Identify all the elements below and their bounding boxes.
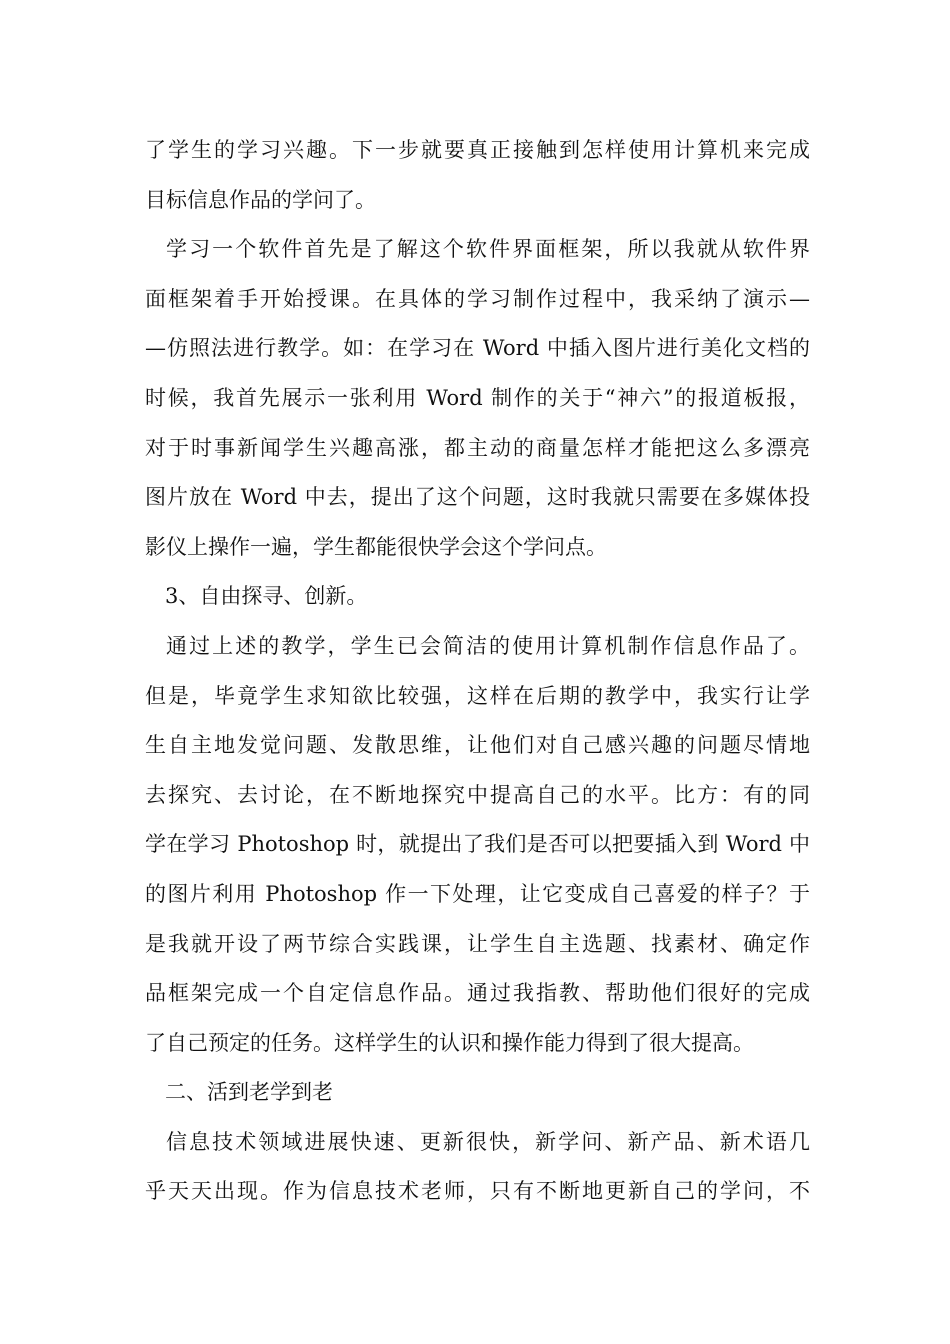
text-line: 学在学习 Photoshop 时，就提出了我们是否可以把要插入到 Word 中 — [145, 832, 810, 857]
text-line: 对于时事新闻学生兴趣高涨，都主动的商量怎样才能把这么多漂亮 — [145, 435, 810, 460]
text-line: 面框架着手开始授课。在具体的学习制作过程中，我采纳了演示— — [145, 286, 810, 311]
body-text — [145, 126, 810, 1217]
section-heading: 二、活到老学到老 — [165, 1080, 333, 1105]
text-line: 品框架完成一个自定信息作品。通过我指教、帮助他们很好的完成 — [145, 981, 810, 1006]
text-line: —仿照法进行教学。如：在学习在 Word 中插入图片进行美化文档的 — [145, 336, 810, 361]
text-line: 但是，毕竟学生求知欲比较强，这样在后期的教学中，我实行让学 — [145, 683, 810, 708]
section-heading: 3、自由探寻、创新。 — [165, 584, 368, 609]
text-line: 时候，我首先展示一张利用 Word 制作的关于“神六”的报道板报， — [145, 385, 810, 410]
text-line: 信息技术领域进展快速、更新很快，新学问、新产品、新术语几 — [166, 1129, 810, 1154]
text-line: 影仪上操作一遍，学生都能很快学会这个学问点。 — [145, 534, 607, 559]
text-line: 了自己预定的任务。这样学生的认识和操作能力得到了很大提高。 — [145, 1030, 754, 1055]
text-line: 图片放在 Word 中去，提出了这个问题，这时我就只需要在多媒体投 — [145, 485, 810, 510]
text-line: 通过上述的教学，学生已会简洁的使用计算机制作信息作品了。 — [166, 633, 810, 658]
text-line: 学习一个软件首先是了解这个软件界面框架，所以我就从软件界 — [166, 237, 810, 262]
text-line: 生自主地发觉问题、发散思维，让他们对自己感兴趣的问题尽情地 — [145, 733, 810, 758]
text-line: 了学生的学习兴趣。下一步就要真正接触到怎样使用计算机来完成 — [145, 138, 810, 162]
text-line: 去探究、去讨论，在不断地探究中提高自己的水平。比方：有的同 — [145, 782, 810, 807]
text-line: 是我就开设了两节综合实践课，让学生自主选题、找素材、确定作 — [145, 931, 810, 956]
text-line: 的图片利用 Photoshop 作一下处理，让它变成自己喜爱的样子？于 — [145, 881, 810, 906]
text-line: 目标信息作品的学问了。 — [145, 187, 376, 212]
text-line: 乎天天出现。作为信息技术老师，只有不断地更新自己的学问，不 — [145, 1179, 810, 1204]
